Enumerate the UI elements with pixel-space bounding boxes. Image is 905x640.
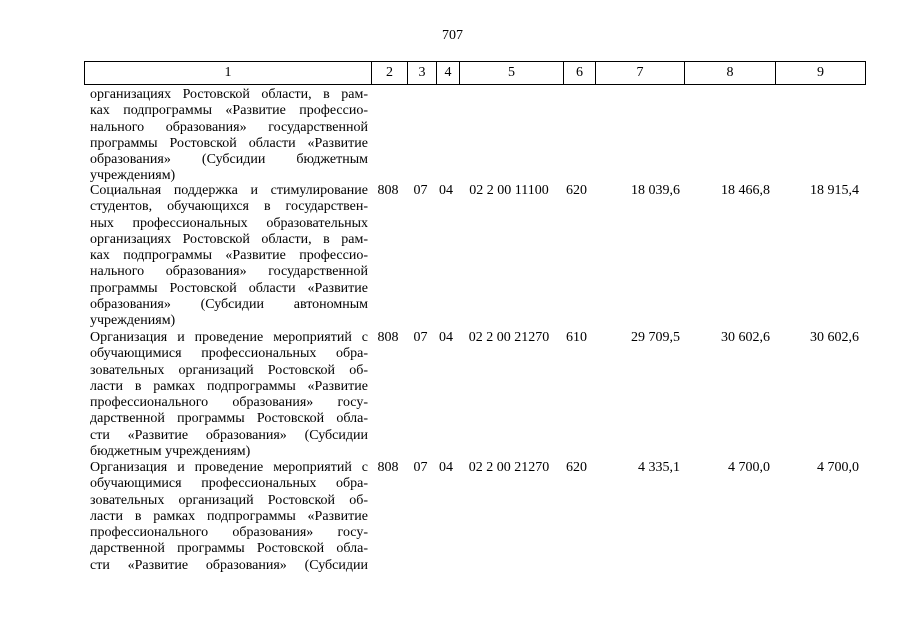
description-line: обучающимися профессиональных обра- xyxy=(90,346,368,362)
column-header-table xyxy=(84,61,866,85)
expense-type-code: 610 xyxy=(566,330,587,345)
main-admin-code: 808 xyxy=(377,183,399,198)
column-header-8: 8 xyxy=(685,62,776,85)
row-description xyxy=(90,460,368,574)
description-line: организациях Ростовской области, в рам- xyxy=(90,231,368,247)
description-line: организациях Ростовской области, в рам- xyxy=(90,87,368,102)
subsection-code: 04 xyxy=(439,183,453,198)
description-line: ках подпрограммы «Развитие профессио- xyxy=(90,248,368,264)
amount-year-3: 18 915,4 xyxy=(810,183,859,198)
amount-year-2: 4 700,0 xyxy=(728,460,770,475)
description-line: зовательных организаций Ростовской об- xyxy=(90,492,368,508)
amount-year-1: 29 709,5 xyxy=(631,330,680,345)
amount-year-1: 4 335,1 xyxy=(638,460,680,475)
description-line: Организация и проведение мероприятий с xyxy=(90,460,368,475)
column-header-4: 4 xyxy=(437,62,460,85)
description-line: программы Ростовской области «Развитие xyxy=(90,280,368,296)
description-line: студентов, обучающихся в государствен- xyxy=(90,199,368,215)
description-line: обучающимися профессиональных обра- xyxy=(90,476,368,492)
expense-type-code: 620 xyxy=(566,183,587,198)
amount-year-2: 18 466,8 xyxy=(721,183,770,198)
description-line: сти «Развитие образования» (Субсидии xyxy=(90,427,368,443)
description-line: нального образования» государственной xyxy=(90,264,368,280)
target-article-code: 02 2 00 21270 xyxy=(468,330,550,345)
target-article-code: 02 2 00 11100 xyxy=(469,183,549,198)
target-article-code: 02 2 00 21270 xyxy=(468,460,550,475)
column-header-3: 3 xyxy=(408,62,437,85)
amount-year-3: 4 700,0 xyxy=(817,460,859,475)
section-code: 07 xyxy=(413,460,428,475)
description-line: учреждениям) xyxy=(90,168,176,184)
description-line: дарственной программы Ростовской обла- xyxy=(90,541,368,557)
row-description xyxy=(90,330,368,460)
description-line: образования» (Субсидии бюджетным xyxy=(90,152,368,168)
section-code: 07 xyxy=(413,183,428,198)
description-line: профессионального образования» госу- xyxy=(90,395,368,411)
description-line: нального образования» государственной xyxy=(90,119,368,135)
row-description xyxy=(90,183,368,330)
description-line: ках подпрограммы «Развитие профессио- xyxy=(90,103,368,119)
column-header-5: 5 xyxy=(460,62,564,85)
column-header-9: 9 xyxy=(776,62,866,85)
amount-year-3: 30 602,6 xyxy=(810,330,859,345)
row-description xyxy=(90,87,368,185)
description-line: Организация и проведение мероприятий с xyxy=(90,330,368,345)
description-line: сти «Развитие образования» (Субсидии xyxy=(90,557,368,573)
column-header-2: 2 xyxy=(372,62,408,85)
description-line: бюджетным учреждениям) xyxy=(90,444,251,460)
description-line: зовательных организаций Ростовской об- xyxy=(90,362,368,378)
subsection-code: 04 xyxy=(439,330,453,345)
column-header-7: 7 xyxy=(596,62,685,85)
page-number: 707 xyxy=(442,28,463,43)
description-line: Социальная поддержка и стимулирование xyxy=(90,183,368,198)
description-line: образования» (Субсидии автономным xyxy=(90,297,368,313)
description-line: программы Ростовской области «Развитие xyxy=(90,135,368,151)
description-line: ласти в рамках подпрограммы «Развитие xyxy=(90,508,368,524)
description-line: ласти в рамках подпрограммы «Развитие xyxy=(90,378,368,394)
description-line: ных профессиональных образовательных xyxy=(90,215,368,231)
amount-year-1: 18 039,6 xyxy=(631,183,680,198)
subsection-code: 04 xyxy=(439,460,453,475)
column-header-1: 1 xyxy=(85,62,372,85)
main-admin-code: 808 xyxy=(377,330,399,345)
amount-year-2: 30 602,6 xyxy=(721,330,770,345)
description-line: дарственной программы Ростовской обла- xyxy=(90,411,368,427)
section-code: 07 xyxy=(413,330,428,345)
expense-type-code: 620 xyxy=(566,460,587,475)
main-admin-code: 808 xyxy=(377,460,399,475)
column-header-row xyxy=(85,62,866,85)
column-header-6: 6 xyxy=(564,62,596,85)
description-line: учреждениям) xyxy=(90,313,176,329)
description-line: профессионального образования» госу- xyxy=(90,525,368,541)
